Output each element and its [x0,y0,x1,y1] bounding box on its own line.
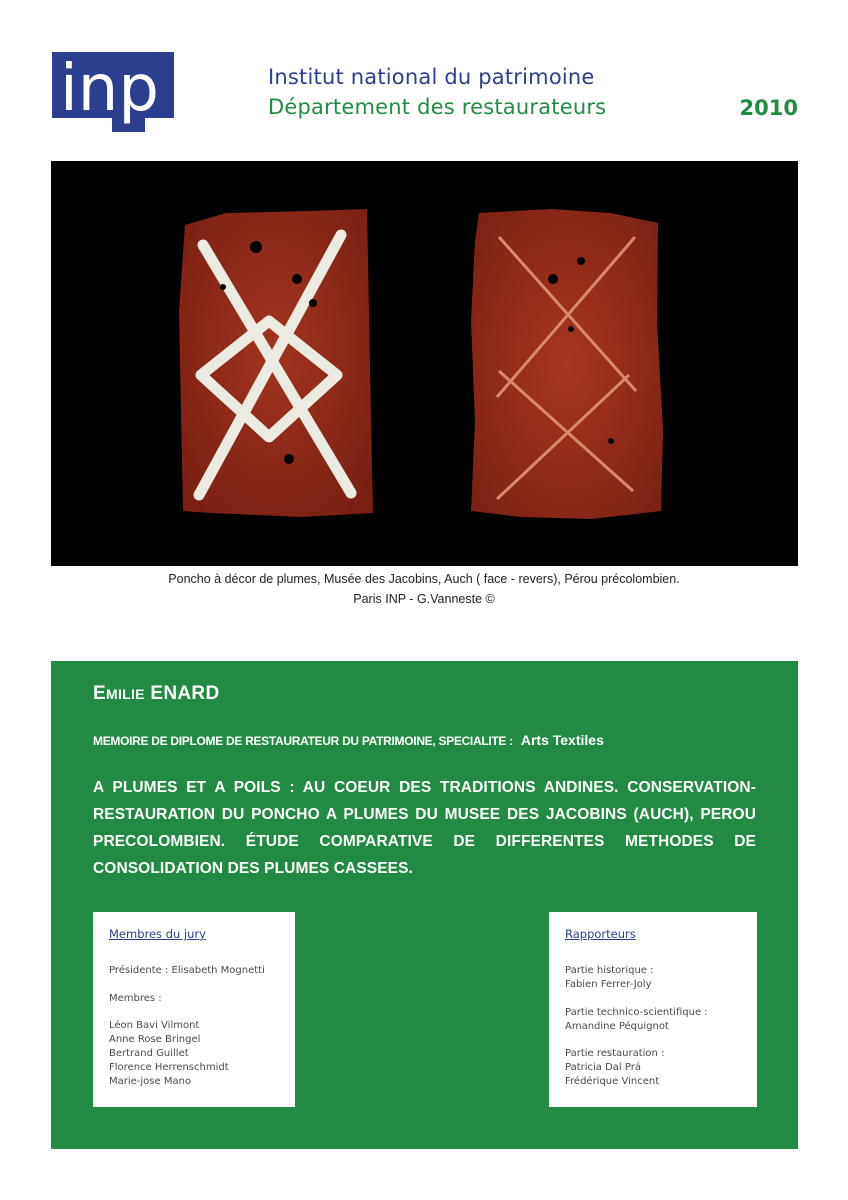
poncho-back [471,209,663,519]
jury-member: Bertrand Guillet [109,1048,189,1059]
logo-text: inp [60,52,159,126]
jury-box [93,912,295,1107]
caption-line-1: Poncho à décor de plumes, Musée des Jacobins, Auch ( face - revers), Pérou précolombien. [168,572,680,586]
author-first-rest: MILIE [105,686,145,702]
author-last-name: ENARD [150,683,220,704]
author-name [93,683,219,705]
poncho-front [179,209,373,517]
jury-member: Anne Rose Bringel [109,1034,201,1045]
diploma-line [93,732,604,748]
department-name: Département des restaurateurs [268,95,607,119]
caption-line-2: Paris INP - G.Vanneste © [353,592,495,606]
rapporteurs-heading: Rapporteurs [565,927,636,941]
thesis-panel [51,661,798,1149]
jury-member: Marie-jose Mano [109,1076,192,1087]
historique-name: Fabien Ferrer-Joly [565,979,652,990]
restauration-name: Patricia Dal Prá [565,1062,641,1073]
jury-member: Léon Bavi Vilmont [109,1020,200,1031]
author-first-initial: E [93,683,106,704]
inp-logo [52,52,174,132]
poncho-photo [51,161,798,566]
jury-member: Florence Herrenschmidt [109,1062,229,1073]
jury-heading: Membres du jury [109,927,206,941]
technique-label: Partie technico-scientifique : [565,1007,708,1018]
specialty: Arts Textiles [520,732,604,748]
institution-name: Institut national du patrimoine [268,65,595,89]
restauration-label: Partie restauration : [565,1048,665,1059]
jury-members-label: Membres : [109,993,162,1004]
photo-caption [0,569,848,609]
year: 2010 [739,96,798,120]
institution-block [268,62,606,122]
diploma-label: MEMOIRE DE DIPLOME DE RESTAURATEUR DU PATRIMOINE, SPECIALITE : [93,734,513,748]
historique-label: Partie historique : [565,965,654,976]
technique-name: Amandine Péquignot [565,1021,669,1032]
restauration-name: Frédérique Vincent [565,1076,660,1087]
jury-president: Présidente : Elisabeth Mognetti [109,965,265,976]
rapporteurs-box [549,912,757,1107]
thesis-title: A PLUMES ET A POILS : AU COEUR DES TRADITIONS ANDINES. CONSERVATION-RESTAURATION DU PONCHO A PLUMES DU MUSEE DES JACOBINS (AUCH), PEROU PRECOLOMBIEN. ÉTUDE COMPARATIVE DE DIFFERENTES METHODES DE CONSOLIDATION DES PLUMES CASSEES. [93,779,756,877]
